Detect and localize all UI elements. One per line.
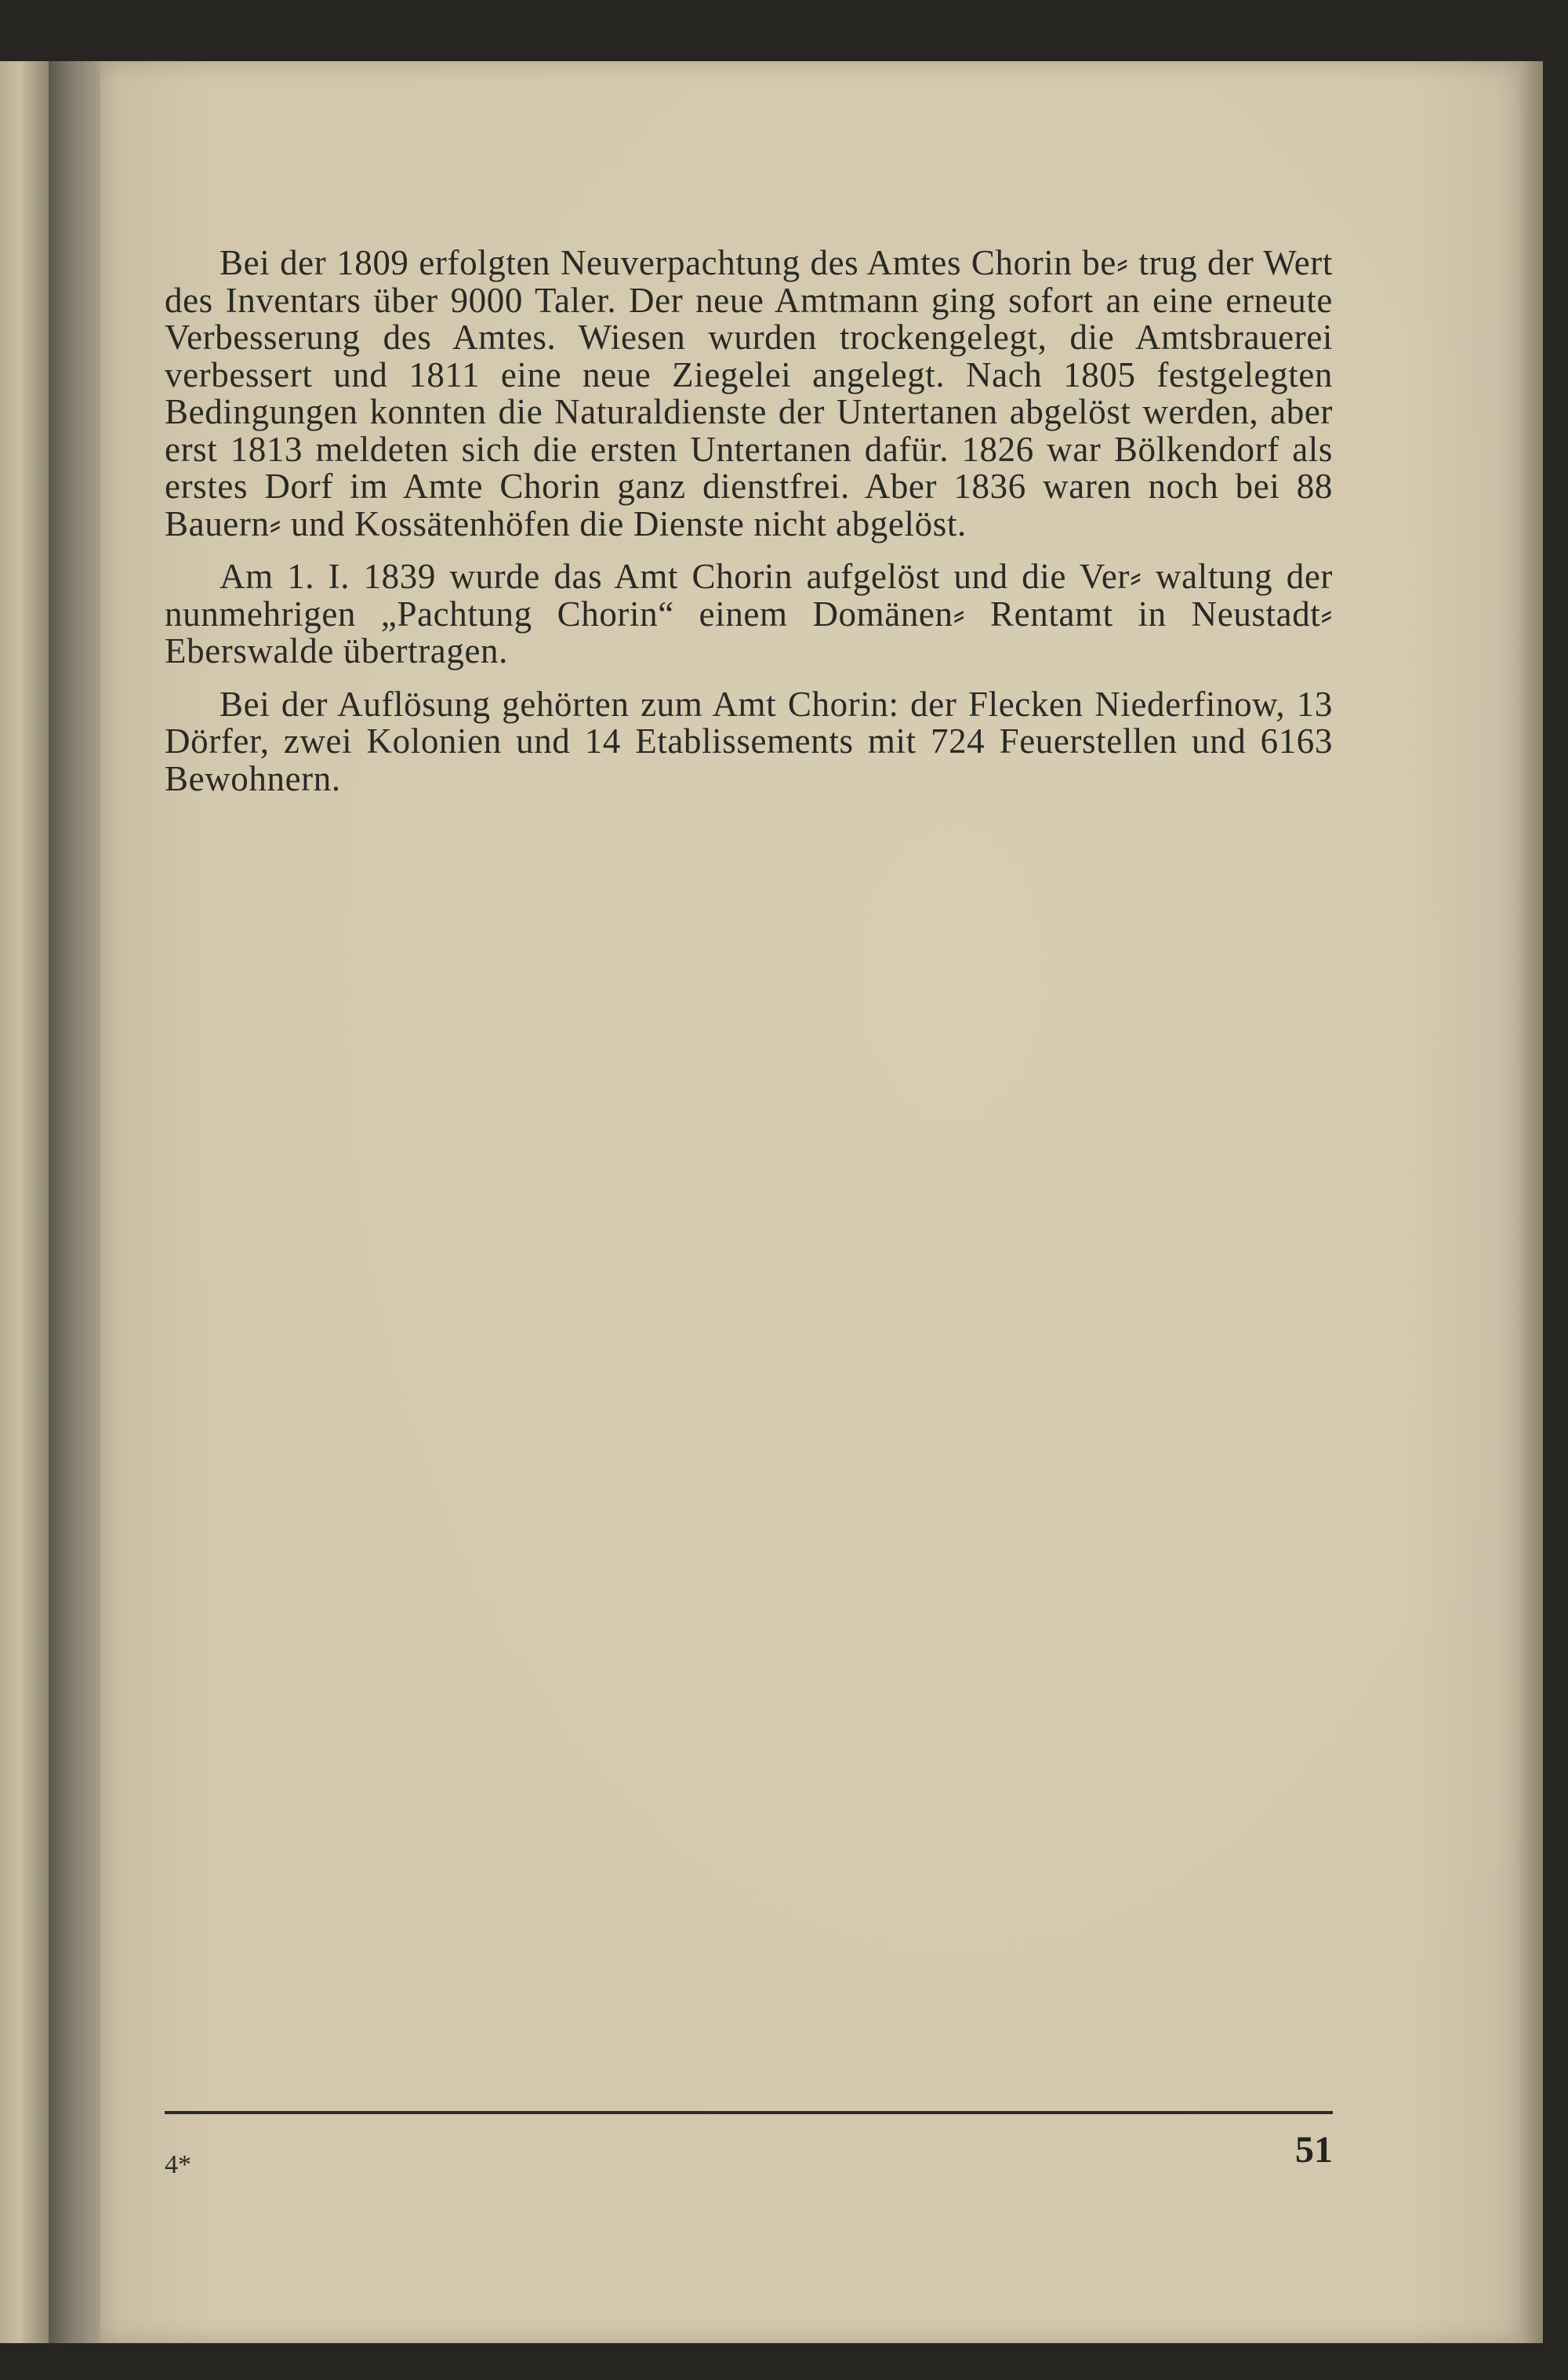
body-text xyxy=(165,245,1333,813)
facing-page-edge xyxy=(0,61,49,2343)
paragraph-1-text: Bei der 1809 erfolgten Neuverpachtung des Amtes Chorin be⸗ trug der Wert des Inventars über 9000 Taler. Der neue Amtmann ging sofort an eine erneute Verbesserung des Amtes. Wiesen wurden trockengelegt, die Amtsbrauerei verbessert und 1811 eine neue Ziegelei angelegt. Nach 1805 festgelegten Bedingungen konnten die Naturaldienste der Untertanen abgelöst werden, aber erst 1813 meldeten sich die ersten Untertanen dafür. 1826 war Bölkendorf als erstes Dorf im Amte Chorin ganz dienstfrei. Aber 1836 waren noch bei 88 Bauern⸗ und Kossätenhöfen die Dienste nicht abgelöst. xyxy=(165,243,1333,543)
page-outer-edge xyxy=(1521,61,1543,2343)
paragraph-2 xyxy=(165,558,1333,670)
paragraph-2-text: Am 1. I. 1839 wurde das Amt Chorin aufgelöst und die Ver⸗ waltung der nunmehrigen „Pachtung Chorin“ einem Domänen⸗ Rentamt in Neustadt⸗Eberswalde übertragen. xyxy=(165,557,1333,670)
signature-mark: 4* xyxy=(165,2150,191,2179)
book-gutter xyxy=(49,61,100,2343)
footer-rule xyxy=(165,2111,1333,2114)
page-number: 51 xyxy=(1295,2129,1333,2171)
paragraph-1 xyxy=(165,245,1333,543)
paragraph-3 xyxy=(165,686,1333,798)
paragraph-3-text: Bei der Auflösung gehörten zum Amt Chorin: der Flecken Niederfinow, 13 Dörfer, zwei Kolonien und 14 Etablissements mit 724 Feuerstellen und 6163 Bewohnern. xyxy=(165,684,1333,798)
